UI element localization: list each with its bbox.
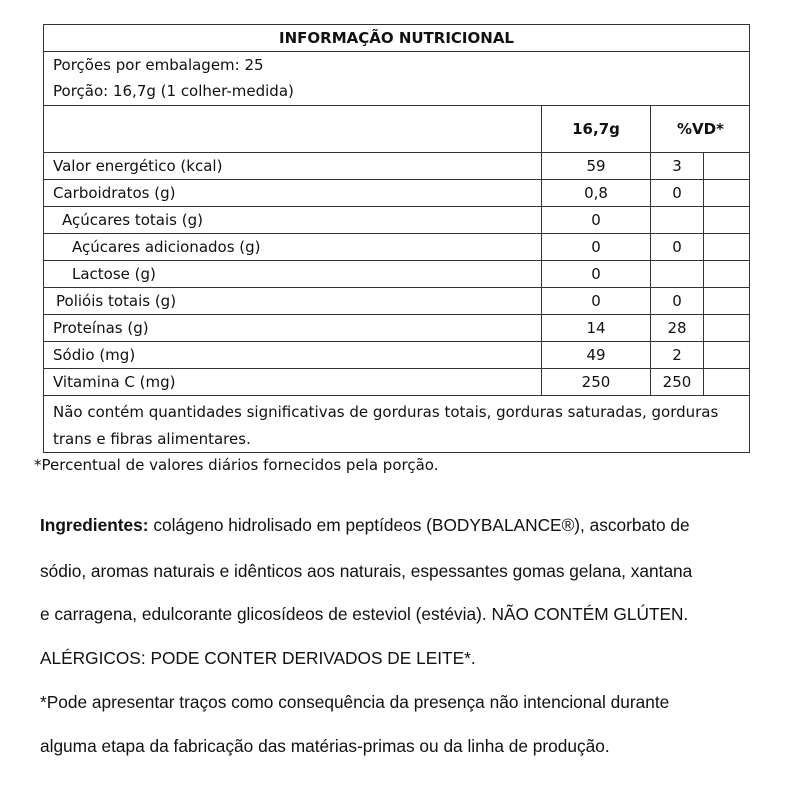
daily-value-footnote: *Percentual de valores diários fornecidos pela porção. [34, 456, 439, 474]
footer-line: Não contém quantidades significativas de gorduras totais, gorduras saturadas, gorduras [53, 403, 719, 421]
row-dv: 0 [672, 238, 682, 256]
row-amount: 0,8 [584, 184, 608, 202]
footer-line: trans e fibras alimentares. [53, 430, 251, 448]
row-label: Carboidratos (g) [53, 184, 176, 202]
row-amount: 59 [586, 157, 606, 175]
row-label: Valor energético (kcal) [53, 157, 223, 175]
row-label: Proteínas (g) [53, 319, 149, 337]
divider [44, 206, 749, 207]
divider [44, 152, 749, 153]
row-amount: 14 [586, 319, 606, 337]
row-label: Açúcares adicionados (g) [72, 238, 261, 256]
divider [44, 233, 749, 234]
column-header-dv: %VD* [677, 120, 724, 138]
divider [44, 260, 749, 261]
ingredients-line [40, 515, 752, 536]
table-title: INFORMAÇÃO NUTRICIONAL [44, 25, 749, 52]
trace-warning-line: *Pode apresentar traços como consequência da presença não intencional durante [40, 692, 670, 712]
divider [44, 368, 749, 369]
column-divider [703, 152, 704, 395]
row-label: Sódio (mg) [53, 346, 136, 364]
ingredients-label: Ingredientes: [40, 515, 149, 535]
row-label: Lactose (g) [72, 265, 156, 283]
divider [44, 287, 749, 288]
row-dv: 0 [672, 184, 682, 202]
trace-warning-line: alguma etapa da fabricação das matérias-primas ou da linha de produção. [40, 736, 610, 756]
allergens-line: ALÉRGICOS: PODE CONTER DERIVADOS DE LEITE*. [40, 648, 476, 668]
ingredients-line: e carragena, edulcorante glicosídeos de esteviol (estévia). NÃO CONTÉM GLÚTEN. [40, 604, 689, 624]
row-label: Vitamina C (mg) [53, 373, 176, 391]
serving-size: Porção: 16,7g (1 colher-medida) [53, 82, 294, 100]
divider [44, 341, 749, 342]
divider [44, 105, 749, 106]
row-amount: 250 [581, 373, 611, 391]
divider [44, 179, 749, 180]
row-label: Polióis totais (g) [56, 292, 177, 310]
servings-per-pack: Porções por embalagem: 25 [53, 56, 264, 74]
row-dv: 3 [672, 157, 682, 175]
table-footer-note [53, 399, 737, 453]
nutrient-grid [44, 105, 749, 395]
row-dv: 250 [662, 373, 692, 391]
row-label: Açúcares totais (g) [62, 211, 203, 229]
ingredients-line: sódio, aromas naturais e idênticos aos naturais, espessantes gomas gelana, xantana [40, 561, 693, 581]
row-amount: 0 [591, 211, 601, 229]
row-amount: 0 [591, 238, 601, 256]
row-dv: 28 [667, 319, 687, 337]
divider [44, 395, 749, 396]
row-amount: 49 [586, 346, 606, 364]
divider [44, 314, 749, 315]
row-dv: 0 [672, 292, 682, 310]
row-dv: 2 [672, 346, 682, 364]
nutrition-table [43, 24, 750, 453]
column-header-amount: 16,7g [572, 120, 620, 138]
row-amount: 0 [591, 292, 601, 310]
row-amount: 0 [591, 265, 601, 283]
ingredients-text: colágeno hidrolisado em peptídeos (BODYBALANCE®), ascorbato de [148, 515, 690, 535]
